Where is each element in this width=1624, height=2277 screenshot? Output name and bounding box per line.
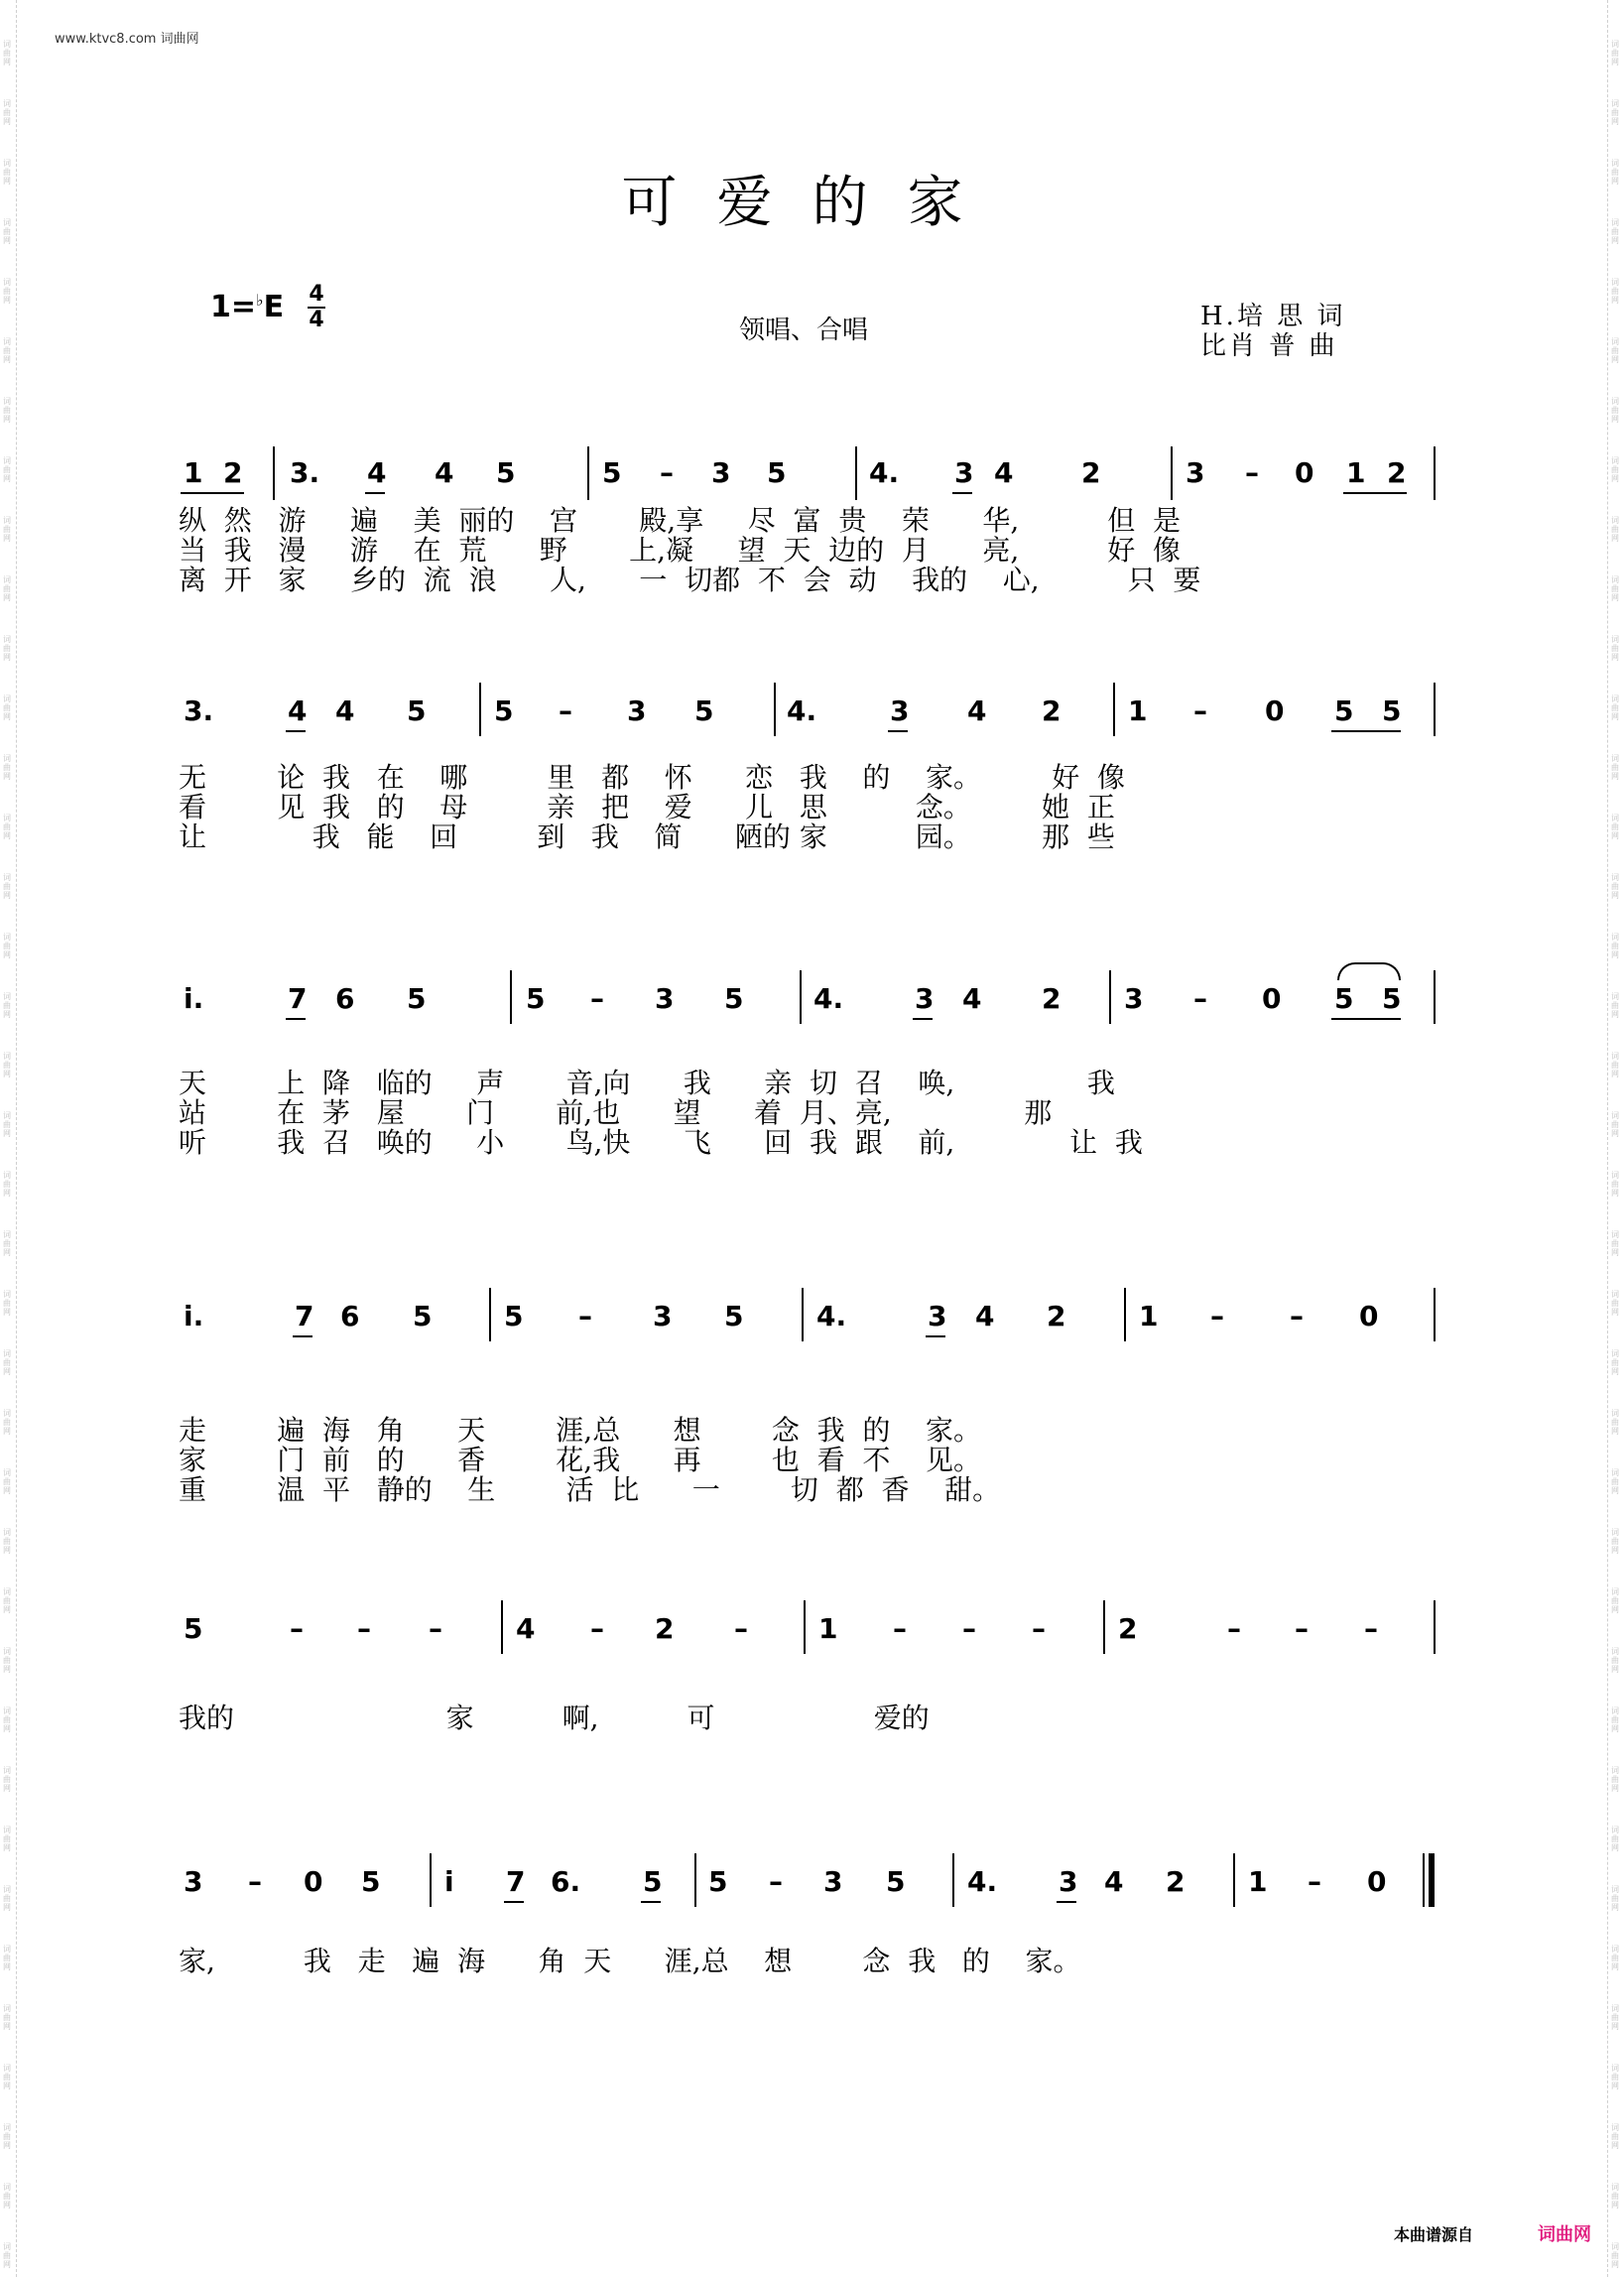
watermark-mark: 词曲网 (1611, 2123, 1619, 2150)
lyric-line: 天 上 降 临的 声 音,向 我 亲 切 召 唤, 我 (179, 1067, 1115, 1099)
watermark-mark: 词曲网 (3, 1707, 11, 1733)
note: 3 (823, 1865, 843, 1898)
barline (510, 970, 512, 1024)
note: i (444, 1865, 454, 1898)
note: – (1193, 982, 1207, 1015)
note: 5 (1382, 982, 1402, 1015)
note: 2 (223, 456, 243, 489)
note: 5 (1382, 695, 1402, 727)
note: – (1364, 1612, 1378, 1645)
note: 3 (711, 456, 731, 489)
note: 5 (694, 695, 714, 727)
note: – (769, 1865, 783, 1898)
watermark-mark: 词曲网 (3, 814, 11, 840)
note: 5 (1334, 982, 1354, 1015)
barline (479, 683, 481, 736)
barline (1124, 1288, 1126, 1341)
note: – (893, 1612, 907, 1645)
underline (504, 1901, 524, 1903)
note: 5 (407, 695, 427, 727)
barline (1103, 1600, 1105, 1654)
watermark-mark: 词曲网 (1611, 1111, 1619, 1138)
lyric-line: 看 见 我 的 母 亲 把 爱 儿 思 念。 她 正 (179, 791, 1115, 823)
watermark-mark: 词曲网 (1611, 397, 1619, 424)
watermark-mark: 词曲网 (1611, 337, 1619, 364)
barline (501, 1600, 503, 1654)
watermark-mark: 词曲网 (3, 1885, 11, 1912)
note: 2 (1047, 1300, 1066, 1332)
watermark-mark: 词曲网 (3, 1826, 11, 1852)
underline (286, 1018, 306, 1020)
watermark-mark: 词曲网 (1611, 635, 1619, 662)
right-watermark-strip (1607, 0, 1624, 2277)
watermark-mark: 词曲网 (1611, 1290, 1619, 1317)
watermark-mark: 词曲网 (1611, 933, 1619, 959)
underline (1331, 1018, 1401, 1020)
watermark-mark: 词曲网 (3, 2242, 11, 2269)
note: 3 (1124, 982, 1144, 1015)
watermark-mark: 词曲网 (1611, 40, 1619, 66)
watermark-mark: 词曲网 (3, 1647, 11, 1674)
lyric-line: 当 我 漫 游 在 荒 野 上,凝 望 天 边的 月 亮, 好 像 (179, 534, 1182, 567)
note: – (290, 1612, 304, 1645)
note: 0 (1359, 1300, 1379, 1332)
watermark-mark: 词曲网 (1611, 1468, 1619, 1495)
note: 0 (1295, 456, 1314, 489)
note: 3. (184, 695, 214, 727)
note: 5 (724, 1300, 744, 1332)
note: 4 (962, 982, 982, 1015)
note: 7 (288, 982, 308, 1015)
barline (489, 1288, 491, 1341)
note: 4 (1104, 1865, 1124, 1898)
note: 5 (526, 982, 546, 1015)
barline (1113, 683, 1115, 736)
note: 3 (915, 982, 935, 1015)
source-label: 本曲谱源自 (1394, 2225, 1474, 2244)
watermark-mark: 词曲网 (3, 1468, 11, 1495)
note: 5 (407, 982, 427, 1015)
note: 3 (890, 695, 910, 727)
watermark-mark: 词曲网 (3, 40, 11, 66)
barline (1434, 970, 1436, 1024)
watermark-mark: 词曲网 (1611, 1885, 1619, 1912)
barline (587, 446, 589, 500)
note: 3 (655, 982, 675, 1015)
lyric-line: 重 温 平 静的 生 活 比 一 切 都 香 甜。 (179, 1473, 1001, 1506)
watermark-mark: 词曲网 (3, 635, 11, 662)
watermark-mark: 词曲网 (3, 159, 11, 186)
underline (286, 730, 306, 732)
watermark-mark: 词曲网 (1611, 99, 1619, 126)
watermark-mark: 词曲网 (3, 873, 11, 900)
site-url: www.ktvc8.com 词曲网 (55, 32, 199, 47)
watermark-mark: 词曲网 (3, 1171, 11, 1198)
watermark-mark: 词曲网 (1611, 2183, 1619, 2210)
lyric-line: 无 论 我 在 哪 里 都 怀 恋 我 的 家。 好 像 (179, 761, 1126, 794)
watermark-mark: 词曲网 (3, 516, 11, 543)
watermark-mark: 词曲网 (1611, 1826, 1619, 1852)
note: – (660, 456, 674, 489)
note: 5 (1334, 695, 1354, 727)
watermark-mark: 词曲网 (3, 218, 11, 245)
watermark-mark: 词曲网 (3, 2183, 11, 2210)
note: 0 (1262, 982, 1282, 1015)
lyric-line: 我的 家 啊, 可 爱的 (179, 1702, 930, 1734)
note: – (1032, 1612, 1046, 1645)
note: 4 (516, 1612, 536, 1645)
note: 1 (1139, 1300, 1159, 1332)
key-signature: 1=♭E (210, 290, 285, 324)
note: 6. (551, 1865, 581, 1898)
watermark-mark: 词曲网 (3, 1290, 11, 1317)
note: 5 (886, 1865, 906, 1898)
note: 2 (655, 1612, 675, 1645)
watermark-mark: 词曲网 (3, 933, 11, 959)
note: 5 (708, 1865, 728, 1898)
underline (293, 1335, 312, 1337)
barline (1434, 446, 1436, 500)
barline (804, 1600, 806, 1654)
barline (1171, 446, 1173, 500)
barline (1233, 1853, 1235, 1907)
note: 4. (869, 456, 900, 489)
note: 4 (994, 456, 1014, 489)
watermark-mark: 词曲网 (3, 456, 11, 483)
watermark-mark: 词曲网 (3, 397, 11, 424)
underline (1331, 730, 1401, 732)
watermark-mark: 词曲网 (3, 1587, 11, 1614)
note: 3 (1059, 1865, 1078, 1898)
watermark-mark: 词曲网 (1611, 1052, 1619, 1078)
watermark-mark: 词曲网 (3, 992, 11, 1019)
time-signature (308, 284, 325, 331)
note: – (734, 1612, 748, 1645)
watermark-mark: 词曲网 (1611, 2004, 1619, 2031)
underline (888, 730, 908, 732)
note: – (590, 982, 604, 1015)
watermark-mark: 词曲网 (1611, 695, 1619, 721)
barline (800, 970, 802, 1024)
watermark-mark: 词曲网 (1611, 754, 1619, 781)
watermark-mark: 词曲网 (3, 337, 11, 364)
barline (1109, 970, 1111, 1024)
watermark-mark: 词曲网 (1611, 1587, 1619, 1614)
note: 3 (627, 695, 647, 727)
note: 2 (1042, 695, 1062, 727)
watermark-mark: 词曲网 (1611, 2242, 1619, 2269)
note: i. (184, 982, 204, 1015)
time-bottom: 4 (309, 308, 324, 332)
barline (774, 683, 776, 736)
note: 5 (724, 982, 744, 1015)
watermark-mark: 词曲网 (1611, 159, 1619, 186)
note: 4 (435, 456, 454, 489)
note: – (1245, 456, 1259, 489)
lyricist-credit: H.培 思 词 (1200, 302, 1346, 331)
watermark-mark: 词曲网 (1611, 1230, 1619, 1257)
song-title: 可爱的家 (621, 171, 1003, 235)
lyric-line: 让 我 能 回 到 我 简 陋的 家 园。 那 些 (179, 821, 1115, 853)
watermark-mark: 词曲网 (1611, 218, 1619, 245)
note: 5 (643, 1865, 663, 1898)
note: 4 (367, 456, 387, 489)
barline (430, 1853, 432, 1907)
lyric-line: 走 遍 海 角 天 涯,总 想 念 我 的 家。 (179, 1414, 982, 1447)
note: 5 (504, 1300, 524, 1332)
watermark-mark: 词曲网 (3, 1349, 11, 1376)
performance-type: 领唱、合唱 (739, 316, 869, 345)
lyric-line: 听 我 召 唤的 小 鸟,快 飞 回 我 跟 前, 让 我 (179, 1126, 1143, 1159)
note: 5 (184, 1612, 203, 1645)
barline (1434, 1600, 1436, 1654)
note: – (1193, 695, 1207, 727)
note: – (1227, 1612, 1241, 1645)
watermark-mark: 词曲网 (1611, 1766, 1619, 1793)
watermark-mark: 词曲网 (1611, 575, 1619, 602)
note: i. (184, 1300, 204, 1332)
note: – (357, 1612, 371, 1645)
barline (855, 446, 857, 500)
lyric-line: 纵 然 游 遍 美 丽的 宫 殿,享 尽 富 贵 荣 华, 但 是 (179, 504, 1182, 537)
note: 3 (1186, 456, 1205, 489)
watermark-mark: 词曲网 (3, 1230, 11, 1257)
note: 1 (1248, 1865, 1268, 1898)
note: 7 (295, 1300, 314, 1332)
watermark-mark: 词曲网 (1611, 1409, 1619, 1436)
note: 2 (1387, 456, 1407, 489)
note: 4. (967, 1865, 998, 1898)
underline (181, 492, 244, 494)
watermark-mark: 词曲网 (1611, 1945, 1619, 1971)
watermark-mark: 词曲网 (1611, 2064, 1619, 2090)
note: – (248, 1865, 262, 1898)
barline (694, 1853, 696, 1907)
note: 5 (767, 456, 787, 489)
note: 2 (1118, 1612, 1138, 1645)
underline (641, 1901, 661, 1903)
watermark-mark: 词曲网 (3, 2004, 11, 2031)
note: – (1308, 1865, 1321, 1898)
watermark-mark: 词曲网 (1611, 873, 1619, 900)
note: 0 (1265, 695, 1285, 727)
underline (913, 1018, 933, 1020)
note: 5 (361, 1865, 381, 1898)
note: 6 (340, 1300, 360, 1332)
lyric-line: 站 在 茅 屋 门 前,也 望 着 月、亮, 那 (179, 1096, 1053, 1129)
watermark-mark: 词曲网 (3, 754, 11, 781)
note: 4 (335, 695, 355, 727)
note: 7 (506, 1865, 526, 1898)
watermark-mark: 词曲网 (3, 1528, 11, 1555)
note: – (429, 1612, 442, 1645)
note: 3 (184, 1865, 203, 1898)
watermark-mark: 词曲网 (3, 1945, 11, 1971)
note: 1 (1128, 695, 1148, 727)
note: 2 (1042, 982, 1062, 1015)
note: 2 (1081, 456, 1101, 489)
note: – (590, 1612, 604, 1645)
watermark-mark: 词曲网 (1611, 278, 1619, 305)
lyric-line: 离 开 家 乡的 流 浪 人, 一 切都 不 会 动 我的 心, 只 要 (179, 564, 1201, 596)
note: 5 (413, 1300, 433, 1332)
note: 3 (928, 1300, 947, 1332)
watermark-mark: 词曲网 (3, 1766, 11, 1793)
lyric-line: 家, 我 走 遍 海 角 天 涯,总 想 念 我 的 家。 (179, 1945, 1081, 1977)
watermark-mark: 词曲网 (3, 99, 11, 126)
barline (802, 1288, 804, 1341)
note: 3 (653, 1300, 673, 1332)
note: – (1295, 1612, 1309, 1645)
note: 3. (290, 456, 320, 489)
note: 0 (304, 1865, 323, 1898)
note: – (578, 1300, 592, 1332)
watermark-mark: 词曲网 (3, 1111, 11, 1138)
note: 4. (813, 982, 844, 1015)
underline (926, 1335, 945, 1337)
underline (952, 492, 972, 494)
watermark-mark: 词曲网 (1611, 1171, 1619, 1198)
note: 4 (288, 695, 308, 727)
underline (365, 492, 385, 494)
underline (1057, 1901, 1076, 1903)
note: – (1210, 1300, 1224, 1332)
note: 3 (954, 456, 974, 489)
final-barline (1429, 1853, 1435, 1907)
watermark-mark: 词曲网 (1611, 1647, 1619, 1674)
note: 0 (1367, 1865, 1387, 1898)
note: – (962, 1612, 976, 1645)
watermark-mark: 词曲网 (3, 2064, 11, 2090)
note: 4 (975, 1300, 995, 1332)
note: 4 (967, 695, 987, 727)
watermark-mark: 词曲网 (1611, 814, 1619, 840)
watermark-mark: 词曲网 (3, 278, 11, 305)
composer-credit: 比肖 普 曲 (1200, 331, 1338, 361)
note: 4. (816, 1300, 847, 1332)
note: 6 (335, 982, 355, 1015)
time-top: 4 (309, 282, 324, 307)
note: – (1290, 1300, 1304, 1332)
note: 1 (1346, 456, 1366, 489)
watermark-mark: 词曲网 (1611, 992, 1619, 1019)
watermark-mark: 词曲网 (3, 575, 11, 602)
watermark-mark: 词曲网 (3, 2123, 11, 2150)
note: 1 (184, 456, 203, 489)
underline (1343, 492, 1407, 494)
watermark-mark: 词曲网 (1611, 1707, 1619, 1733)
barline (1434, 683, 1436, 736)
note: 5 (494, 695, 514, 727)
note: 5 (496, 456, 516, 489)
barline (1423, 1853, 1425, 1907)
note: 5 (602, 456, 622, 489)
barline (952, 1853, 954, 1907)
note: – (559, 695, 572, 727)
watermark-mark: 词曲网 (3, 1052, 11, 1078)
note: 2 (1166, 1865, 1186, 1898)
note: 1 (818, 1612, 838, 1645)
watermark-mark: 词曲网 (1611, 456, 1619, 483)
site-name-link[interactable]: 词曲网 (1538, 2224, 1591, 2245)
watermark-mark: 词曲网 (1611, 516, 1619, 543)
watermark-mark: 词曲网 (1611, 1528, 1619, 1555)
barline (1434, 1288, 1436, 1341)
barline (273, 446, 275, 500)
watermark-mark: 词曲网 (3, 695, 11, 721)
left-watermark-strip (0, 0, 17, 2277)
slur (1337, 962, 1401, 980)
lyric-line: 家 门 前 的 香 花,我 再 也 看 不 见。 (179, 1444, 982, 1476)
watermark-mark: 词曲网 (3, 1409, 11, 1436)
watermark-mark: 词曲网 (1611, 1349, 1619, 1376)
note: 4. (787, 695, 817, 727)
